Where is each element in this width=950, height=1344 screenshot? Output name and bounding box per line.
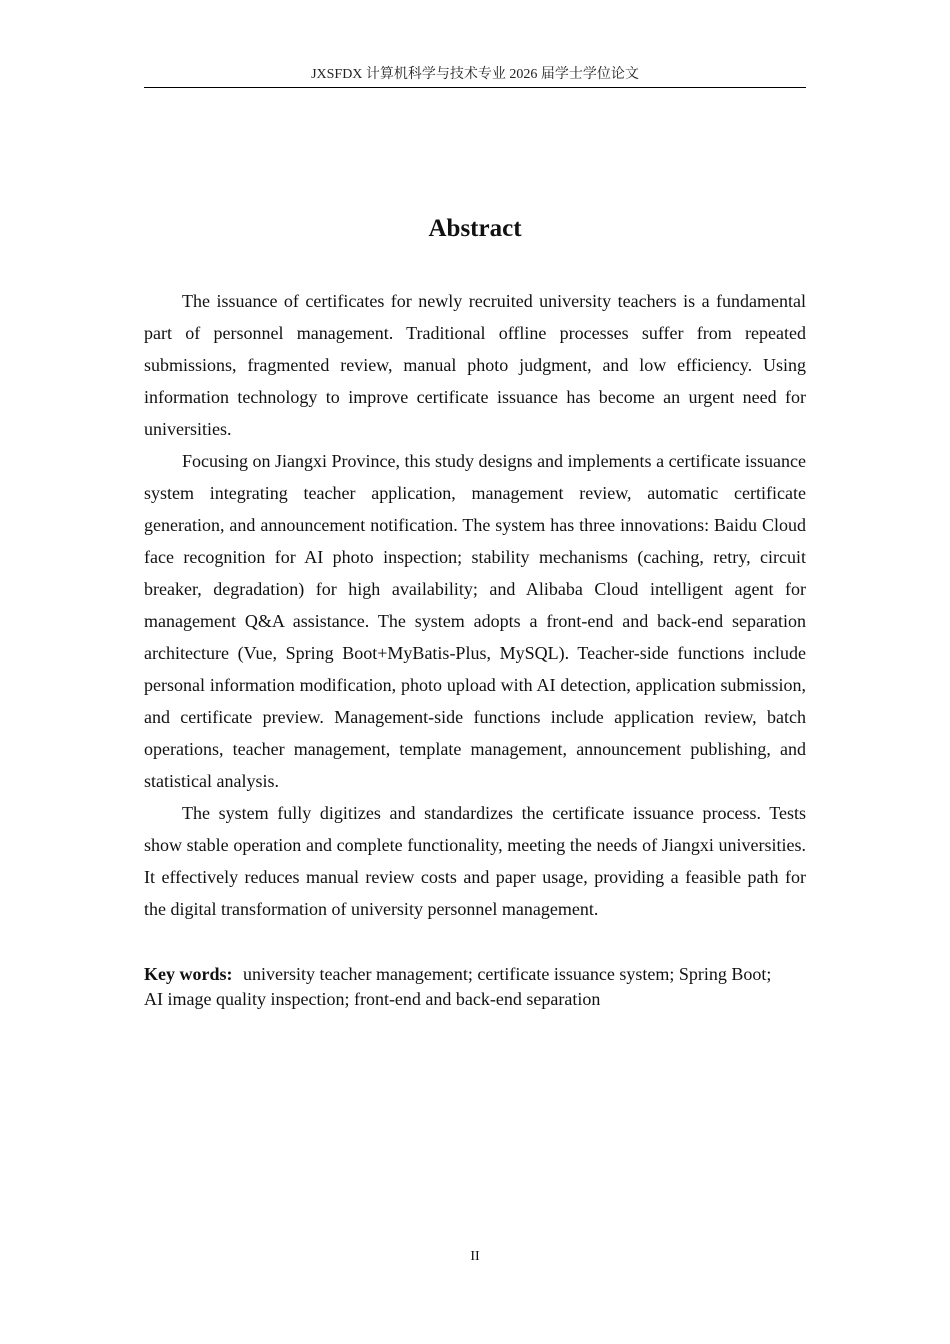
abstract-paragraph-2: Focusing on Jiangxi Province, this study designs and implements a certificate issuance system integrating teacher application, management review, automatic certificate generation, and announcement notification. The system has three innovations: Baidu Cloud face recognition for AI photo inspection; stability mechanisms (caching, retry, circuit breaker, degradation) for high availability; and Alibaba Cloud intelligent agent for management Q&A assistance. The system adopts a front-end and back-end separation architecture (Vue, Spring Boot+MyBatis-Plus, MySQL). Teacher-side functions include personal information modification, photo upload with AI detection, application submission, and certificate preview. Management-side functions include application review, batch operations, teacher management, template management, announcement publishing, and statistical analysis. bbox=[144, 451, 806, 791]
abstract-paragraph-3: The system fully digitizes and standardizes the certificate issuance process. Tests show stable operation and complete functionality, meeting the needs of Jiangxi universities. It effectively reduces manual review costs and paper usage, providing a feasible path for the digital transformation of university personnel management. bbox=[144, 803, 806, 919]
page-number: II bbox=[470, 1249, 480, 1264]
abstract-body bbox=[144, 285, 806, 925]
abstract-paragraph-1: The issuance of certificates for newly recruited university teachers is a fundamental part of personnel management. Traditional offline processes suffer from repeated submissions, fragmented review, manual photo judgment, and low efficiency. Using information technology to improve certificate issuance has become an urgent need for universities. bbox=[144, 291, 806, 439]
running-header: JXSFDX 计算机科学与技术专业 2026 届学士学位论文 bbox=[311, 67, 639, 82]
abstract-title: Abstract bbox=[428, 215, 522, 242]
header-rule bbox=[144, 87, 806, 88]
keywords-line bbox=[144, 962, 774, 1012]
keywords-text: university teacher management; certificate issuance system; Spring Boot; AI image quality inspection; front-end and back-end separation bbox=[144, 964, 772, 1009]
keywords-label: Key words: bbox=[144, 964, 233, 984]
